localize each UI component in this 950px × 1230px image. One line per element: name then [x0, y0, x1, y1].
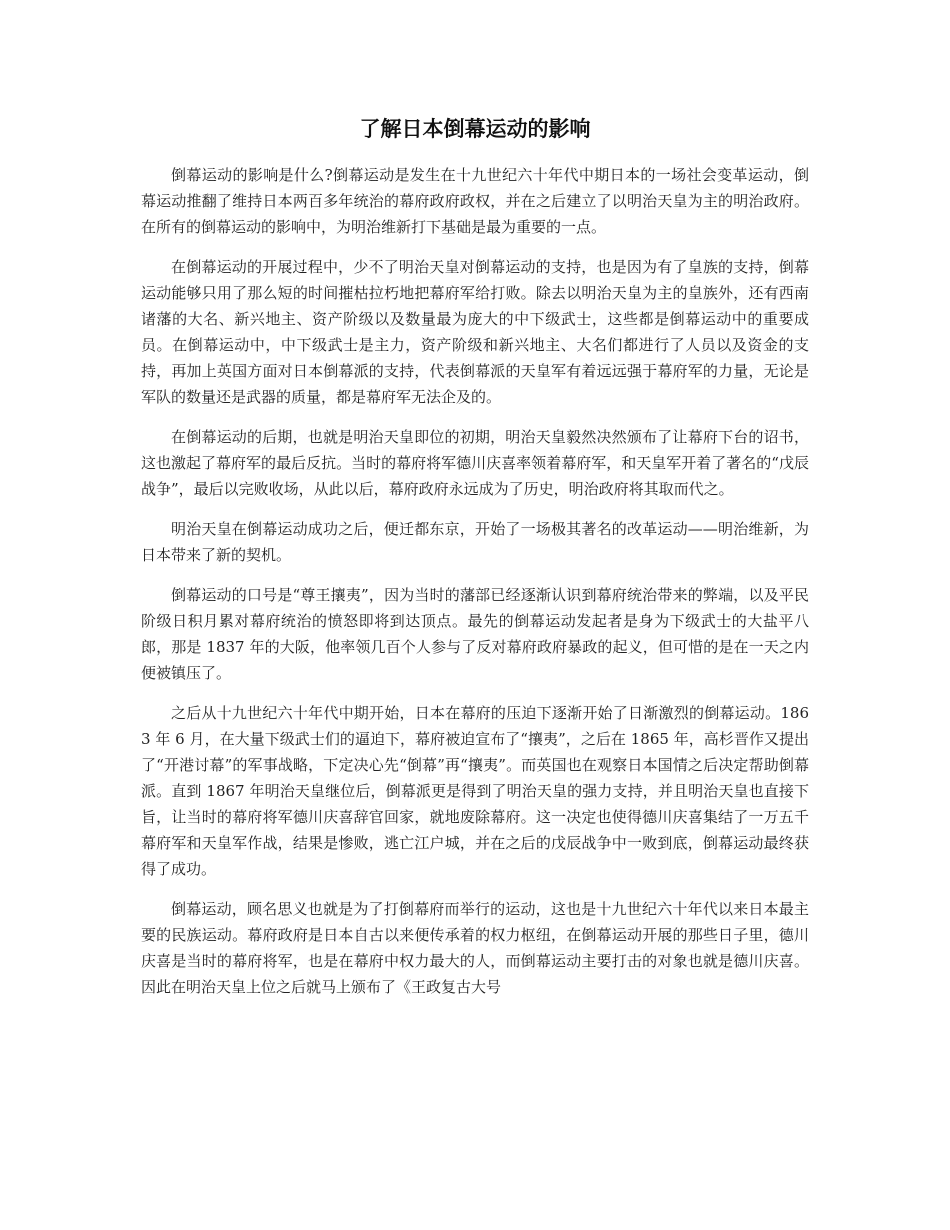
document-body — [141, 162, 809, 1014]
paragraph: 在倒幕运动的开展过程中，少不了明治天皇对倒幕运动的支持，也是因为有了皇族的支持，倒幕运动能够只用了那么短的时间摧枯拉朽地把幕府军给打败。除去以明治天皇为主的皇族外，还有西南诸藩的大名、新兴地主、资产阶级以及数量最为庞大的中下级武士，这些都是倒幕运动中的重要成员。在倒幕运动中，中下级武士是主力，资产阶级和新兴地主、大名们都进行了人员以及资金的支持，再加上英国方面对日本倒幕派的支持，代表倒幕派的天皇军有着远远强于幕府军的力量，无论是军队的数量还是武器的质量，都是幕府军无法企及的。 — [141, 258, 809, 406]
paragraph: 倒幕运动的口号是“尊王攘夷”，因为当时的藩部已经逐渐认识到幕府统治带来的弊端，以及平民阶级日积月累对幕府统治的愤怒即将到达顶点。最先的倒幕运动发起者是身为下级武士的大盐平八郎，那是 1837 年的大阪，他率领几百个人参与了反对幕府政府暴政的起义，但可惜的是在一天之内便被镇压了。 — [141, 586, 809, 682]
document-title: 了解日本倒幕运动的影响 — [359, 117, 591, 141]
paragraph: 倒幕运动的影响是什么?倒幕运动是发生在十九世纪六十年代中期日本的一场社会变革运动，倒幕运动推翻了维持日本两百多年统治的幕府政府政权，并在之后建立了以明治天皇为主的明治政府。在所有的倒幕运动的影响中，为明治维新打下基础是最为重要的一点。 — [141, 166, 809, 236]
paragraph: 在倒幕运动的后期，也就是明治天皇即位的初期，明治天皇毅然决然颁布了让幕府下台的诏书，这也激起了幕府军的最后反抗。当时的幕府将军德川庆喜率领着幕府军，和天皇军开着了著名的“戊辰战争”，最后以完败收场，从此以后，幕府政府永远成为了历史，明治政府将其取而代之。 — [141, 428, 809, 498]
paragraph: 倒幕运动，顾名思义也就是为了打倒幕府而举行的运动，这也是十九世纪六十年代以来日本最主要的民族运动。幕府政府是日本自古以来便传承着的权力枢纽，在倒幕运动开展的那些日子里，德川庆喜是当时的幕府将军，也是在幕府中权力最大的人，而倒幕运动主要打击的对象也就是德川庆喜。因此在明治天皇上位之后就马上颁布了《王政复古大号 — [141, 900, 809, 996]
paragraph: 明治天皇在倒幕运动成功之后，便迁都东京，开始了一场极其著名的改革运动——明治维新，为日本带来了新的契机。 — [141, 520, 809, 564]
paragraph: 之后从十九世纪六十年代中期开始，日本在幕府的压迫下逐渐开始了日渐激烈的倒幕运动。1863 年 6 月，在大量下级武士们的逼迫下，幕府被迫宣布了“攘夷”，之后在 1865 年，高杉晋作又提出了“开港讨幕”的军事战略，下定决心先“倒幕”再“攘夷”。而英国也在观察日本国情之后决定帮助倒幕派。直到 1867 年明治天皇继位后，倒幕派更是得到了明治天皇的强力支持，并且明治天皇也直接下旨，让当时的幕府将军德川庆喜辞官回家，就地废除幕府。这一决定也使得德川庆喜集结了一万五千幕府军和天皇军作战，结果是惨败，逃亡江户城，并在之后的戊辰战争中一败到底，倒幕运动最终获得了成功。 — [141, 704, 809, 878]
